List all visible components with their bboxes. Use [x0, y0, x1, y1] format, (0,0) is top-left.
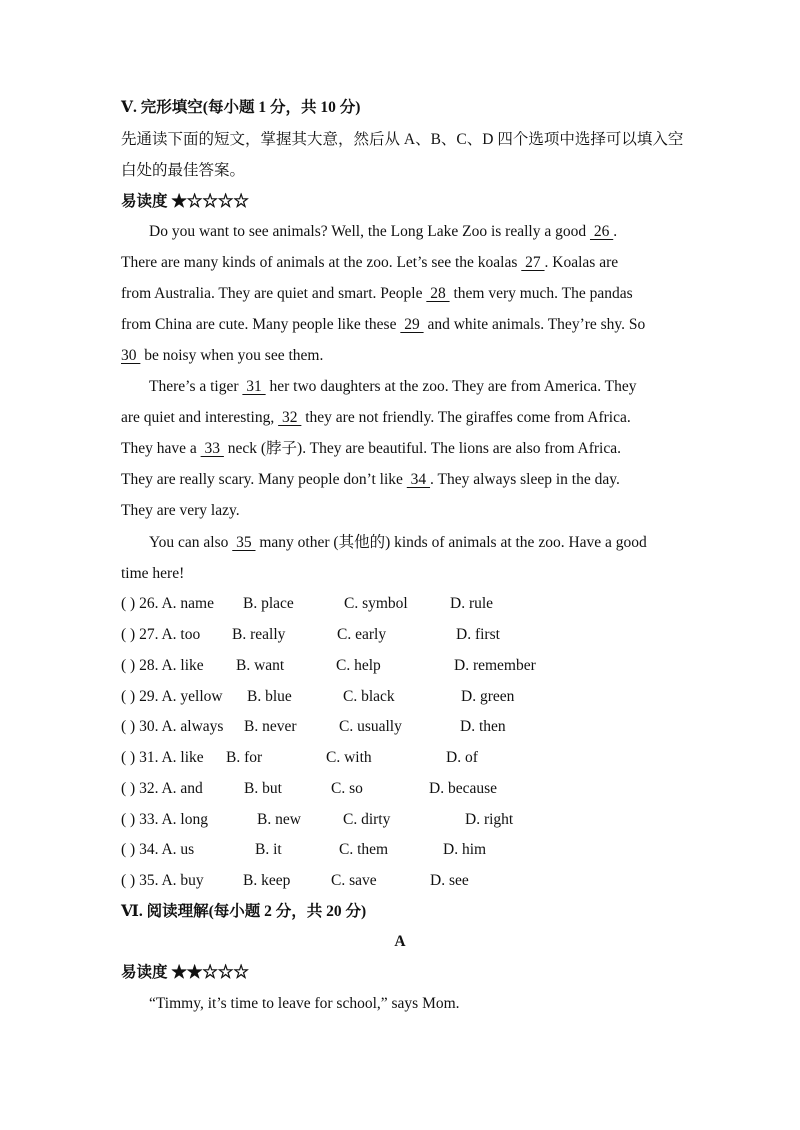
question-34-option-b: B. it	[255, 841, 282, 858]
passage-text: and white animals. They’re shy. So	[423, 316, 646, 333]
blank-31: 31	[242, 378, 266, 395]
question-31-stem: ( ) 31. A. like	[121, 749, 204, 766]
question-32-option-c: C. so	[331, 780, 363, 797]
section-5-heading: Ⅴ. 完形填空(每小题 1 分，共 10 分)	[121, 99, 361, 116]
blank-30: 30	[121, 347, 141, 364]
passage-text: them very much. The pandas	[449, 285, 633, 302]
question-28-option-b: B. want	[236, 657, 285, 674]
blank-33: 33	[200, 440, 224, 457]
instruction-line-2: 白处的最佳答案。	[121, 162, 246, 179]
passage-text: They are really scary. Many people don’t like	[121, 471, 407, 488]
passage-line	[121, 253, 618, 273]
question-28-option-d: D. remember	[454, 657, 536, 674]
blank-29: 29	[400, 316, 424, 333]
passage-line	[149, 377, 637, 397]
passage-text: be noisy when you see them.	[140, 347, 324, 364]
question-27-option-d: D. first	[456, 626, 500, 643]
blank-35: 35	[232, 534, 256, 551]
instruction-line-1: 先通读下面的短文，掌握其大意，然后从 A、B、C、D 四个选项中选择可以填入空	[121, 131, 684, 148]
blank-27: 27	[521, 254, 545, 271]
blank-32: 32	[278, 409, 302, 426]
passage-line: They are very lazy.	[121, 502, 240, 519]
question-29-option-b: B. blue	[247, 688, 292, 705]
question-35-option-c: C. save	[331, 872, 377, 889]
question-31-option-d: D. of	[446, 749, 478, 766]
question-30-option-c: C. usually	[339, 718, 402, 735]
passage-text: they are not friendly. The giraffes come from Africa.	[301, 409, 631, 426]
question-27-option-c: C. early	[337, 626, 387, 643]
passage-line	[149, 533, 647, 553]
passage-text: You can also	[149, 534, 233, 551]
question-28-stem: ( ) 28. A. like	[121, 657, 204, 674]
passage-text: from China are cute. Many people like these	[121, 316, 401, 333]
question-26-stem: ( ) 26. A. name	[121, 595, 214, 612]
question-33-stem: ( ) 33. A. long	[121, 811, 208, 828]
passage-line	[121, 284, 633, 304]
question-32-option-d: D. because	[429, 780, 497, 797]
question-35-stem: ( ) 35. A. buy	[121, 872, 204, 889]
passage-text: neck (脖子). They are beautiful. The lions are also from Africa.	[223, 440, 621, 457]
question-35-option-d: D. see	[430, 872, 469, 889]
question-34-option-c: C. them	[339, 841, 389, 858]
question-35-option-b: B. keep	[243, 872, 291, 889]
question-27-stem: ( ) 27. A. too	[121, 626, 201, 643]
passage-line	[121, 408, 631, 428]
question-32-stem: ( ) 32. A. and	[121, 780, 203, 797]
question-33-option-b: B. new	[257, 811, 301, 828]
question-28-option-c: C. help	[336, 657, 381, 674]
passage-text: They have a	[121, 440, 201, 457]
question-29-option-c: C. black	[343, 688, 395, 705]
difficulty-rating-6: 易读度 ★★☆☆☆	[121, 964, 249, 981]
question-31-option-b: B. for	[226, 749, 263, 766]
question-34-stem: ( ) 34. A. us	[121, 841, 195, 858]
passage-line	[121, 315, 645, 335]
question-30-option-d: D. then	[460, 718, 506, 735]
question-27-option-b: B. really	[232, 626, 286, 643]
difficulty-rating-5: 易读度 ★☆☆☆☆	[121, 193, 249, 210]
question-30-stem: ( ) 30. A. always	[121, 718, 224, 735]
passage-text: . They always sleep in the day.	[430, 471, 620, 488]
passage-text: are quiet and interesting,	[121, 409, 279, 426]
blank-28: 28	[426, 285, 450, 302]
passage-line	[149, 222, 617, 242]
question-33-option-d: D. right	[465, 811, 514, 828]
question-29-option-d: D. green	[461, 688, 515, 705]
passage-line	[121, 346, 323, 366]
question-26-option-c: C. symbol	[344, 595, 408, 612]
question-30-option-b: B. never	[244, 718, 297, 735]
passage-text: many other (其他的) kinds of animals at the zoo. Have a good	[255, 534, 647, 551]
passage-text: . Koalas are	[544, 254, 619, 271]
question-33-option-c: C. dirty	[343, 811, 391, 828]
passage-line	[121, 439, 621, 459]
passage-text: There are many kinds of animals at the zoo. Let’s see the koalas	[121, 254, 522, 271]
passage-line	[121, 470, 620, 490]
question-29-stem: ( ) 29. A. yellow	[121, 688, 223, 705]
question-26-option-b: B. place	[243, 595, 294, 612]
passage-text: from Australia. They are quiet and smart. People	[121, 285, 427, 302]
reading-part-label: A	[394, 933, 406, 950]
question-31-option-c: C. with	[326, 749, 372, 766]
passage-text: .	[613, 223, 618, 240]
section-6-heading: Ⅵ. 阅读理解(每小题 2 分，共 20 分)	[121, 903, 367, 920]
question-34-option-d: D. him	[443, 841, 487, 858]
reading-first-line: “Timmy, it’s time to leave for school,” says Mom.	[149, 995, 460, 1012]
question-26-option-d: D. rule	[450, 595, 494, 612]
passage-text: Do you want to see animals? Well, the Long Lake Zoo is really a good	[149, 223, 590, 240]
blank-26: 26	[589, 223, 614, 240]
passage-text: her two daughters at the zoo. They are from America. They	[265, 378, 637, 395]
passage-text: There’s a tiger	[149, 378, 243, 395]
blank-34: 34	[406, 471, 431, 488]
passage-line: time here!	[121, 565, 185, 582]
question-32-option-b: B. but	[244, 780, 282, 797]
